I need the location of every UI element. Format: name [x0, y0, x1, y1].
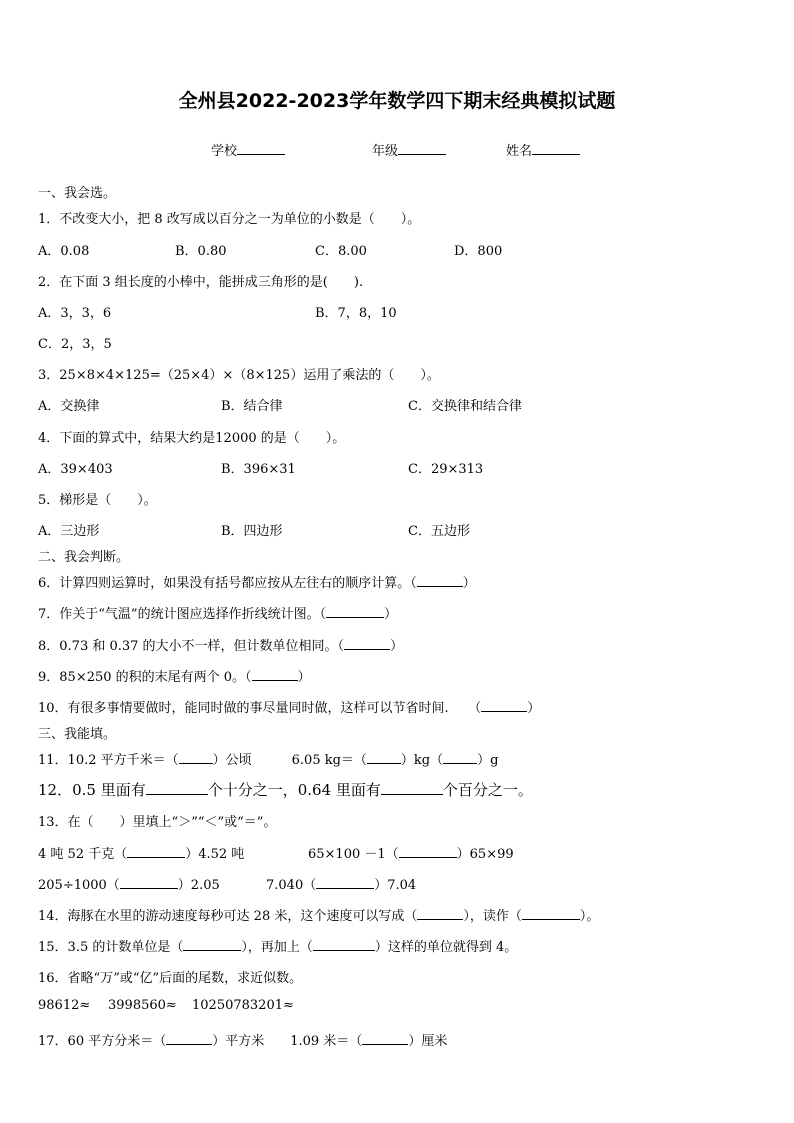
- q9-close: ）: [297, 670, 311, 685]
- question-7: [38, 603, 397, 622]
- question-13: 13．在（ ）里填上“＞”“＜”或“＝”。: [38, 815, 277, 830]
- q3-option-c[interactable]: C．交换律和结合律: [408, 399, 522, 414]
- q13-item-1-text: 4 吨 52 千克（: [38, 847, 128, 862]
- q8-text: 8．0.73 和 0.37 的大小不一样，但计数单位相同。（: [38, 639, 345, 654]
- q6-close: ）: [462, 576, 476, 591]
- question-17: [38, 1030, 447, 1049]
- question-10: [38, 697, 540, 716]
- q14-text-3: ）。: [579, 909, 600, 924]
- school-blank[interactable]: [237, 143, 285, 155]
- q13-item-3-text: 205÷1000（: [38, 878, 120, 893]
- q13-item-2-end: ）65×99: [456, 847, 514, 862]
- question-12: [38, 779, 533, 800]
- q8-answer-blank[interactable]: [344, 638, 390, 650]
- grade-label: 年级: [372, 144, 399, 159]
- q11-blank-2[interactable]: [367, 752, 401, 764]
- q11-blank-1[interactable]: [179, 752, 213, 764]
- q11-text-2: ）公顷: [212, 753, 252, 768]
- q2-option-a[interactable]: A．3，3，6: [38, 306, 112, 321]
- q16-item-b: 3998560≈: [108, 998, 177, 1013]
- grade-blank[interactable]: [398, 143, 446, 155]
- q1-option-b[interactable]: B．0.80: [175, 244, 227, 259]
- q2-option-b[interactable]: B．7，8，10: [315, 306, 397, 321]
- q11-text-4: ）kg（: [400, 753, 444, 768]
- q13-item-4: [266, 874, 416, 893]
- q5-option-c[interactable]: C．五边形: [408, 524, 470, 539]
- q14-text-2: ），读作（: [463, 909, 522, 924]
- q8-close: ）: [390, 639, 404, 654]
- q5-option-b[interactable]: B．四边形: [221, 524, 283, 539]
- question-1: 1．不改变大小，把 8 改写成以百分之一为单位的小数是（ ）。: [38, 212, 421, 227]
- q1-option-a[interactable]: A．0.08: [38, 244, 90, 259]
- q16-item-c: 10250783201≈: [192, 998, 294, 1013]
- q17-text-1: 17．60 平方分米＝（: [38, 1034, 167, 1049]
- q11-text-1: 11．10.2 平方千米＝（: [38, 753, 179, 768]
- q1-option-c[interactable]: C．8.00: [315, 244, 367, 259]
- q15-text-3: ）这样的单位就得到 4。: [374, 940, 518, 955]
- grade-field: [372, 140, 446, 159]
- q15-blank-1[interactable]: [183, 939, 241, 951]
- school-label: 学校: [211, 144, 238, 159]
- q9-text: 9．85×250 的积的末尾有两个 0。（: [38, 670, 252, 685]
- q5-option-a[interactable]: A．三边形: [38, 524, 100, 539]
- q13-blank-3[interactable]: [120, 877, 178, 889]
- q16-item-a: 98612≈: [38, 998, 91, 1013]
- q13-blank-4[interactable]: [316, 877, 374, 889]
- question-16: 16．省略“万”或“亿”后面的尾数，求近似数。: [38, 971, 303, 986]
- q17-text-4: ）厘米: [408, 1034, 448, 1049]
- q13-item-1-end: ）4.52 吨: [185, 847, 245, 862]
- q10-text: 10．有很多事情要做时，能同时做的事尽量同时做，这样可以节省时间. （: [38, 701, 482, 716]
- q2-option-c[interactable]: C．2，3，5: [38, 337, 112, 352]
- q12-blank-1[interactable]: [146, 783, 208, 795]
- q6-text: 6．计算四则运算时，如果没有括号都应按从左往右的顺序计算。（: [38, 576, 417, 591]
- q17-text-2: ）平方米: [212, 1034, 265, 1049]
- q14-text-1: 14．海豚在水里的游动速度每秒可达 28 米，这个速度可以写成（: [38, 909, 418, 924]
- q7-close: ）: [384, 607, 398, 622]
- q13-item-3: [38, 874, 220, 893]
- question-9: [38, 666, 311, 685]
- section-heading-2: 二、我会判断。: [38, 550, 130, 565]
- q14-blank-1[interactable]: [417, 908, 463, 920]
- q6-answer-blank[interactable]: [417, 575, 463, 587]
- q13-item-1: [38, 843, 244, 862]
- q13-item-4-text: 7.040（: [266, 878, 317, 893]
- name-label: 姓名: [506, 144, 533, 159]
- question-4: 4．下面的算式中，结果大约是12000 的是（ ）。: [38, 431, 346, 446]
- q4-option-a[interactable]: A．39×403: [38, 462, 113, 477]
- q17-text-3: 1.09 米＝（: [290, 1034, 363, 1049]
- school-field: [211, 140, 285, 159]
- name-blank[interactable]: [532, 143, 580, 155]
- question-3: 3．25×8×4×125=（25×4）×（8×125）运用了乘法的（ ）。: [38, 368, 440, 383]
- page-title: 全州县2022-2023学年数学四下期末经典模拟试题: [178, 90, 616, 112]
- q10-answer-blank[interactable]: [481, 700, 527, 712]
- q17-blank-1[interactable]: [166, 1033, 212, 1045]
- q11-blank-3[interactable]: [443, 752, 477, 764]
- q12-text-3: 个百分之一。: [442, 781, 533, 799]
- question-2: 2．在下面 3 组长度的小棒中，能拼成三角形的是( ).: [38, 275, 364, 290]
- q17-blank-2[interactable]: [362, 1033, 408, 1045]
- question-11: [38, 749, 498, 768]
- q13-item-3-end: ）2.05: [177, 878, 220, 893]
- section-heading-3: 三、我能填。: [38, 727, 117, 742]
- question-14: [38, 905, 599, 924]
- q13-item-2-text: 65×100 －1（: [308, 847, 399, 862]
- q4-option-c[interactable]: C．29×313: [408, 462, 484, 477]
- q12-blank-2[interactable]: [381, 783, 443, 795]
- q15-text-2: ），再加上（: [241, 940, 313, 955]
- q13-blank-2[interactable]: [399, 846, 457, 858]
- q13-blank-1[interactable]: [127, 846, 185, 858]
- name-field: [506, 140, 580, 159]
- q12-text-1: 12．0.5 里面有: [38, 781, 146, 799]
- q11-text-3: 6.05 kg＝（: [291, 753, 367, 768]
- q11-text-5: ）g: [477, 753, 499, 768]
- question-6: [38, 572, 476, 591]
- q10-close: ）: [527, 701, 541, 716]
- q3-option-b[interactable]: B．结合律: [221, 399, 283, 414]
- q1-option-d[interactable]: D．800: [454, 244, 503, 259]
- q7-text: 7．作关于“气温”的统计图应选择作折线统计图。（: [38, 607, 327, 622]
- q4-option-b[interactable]: B．396×31: [221, 462, 296, 477]
- question-5: 5．梯形是（ ）。: [38, 493, 157, 508]
- q13-item-2: [308, 843, 514, 862]
- question-15: [38, 936, 517, 955]
- q15-blank-2[interactable]: [313, 939, 375, 951]
- q9-answer-blank[interactable]: [252, 669, 298, 681]
- q13-item-4-end: ）7.04: [374, 878, 417, 893]
- question-8: [38, 635, 403, 654]
- q14-blank-2[interactable]: [522, 908, 580, 920]
- q12-text-2: 个十分之一，0.64 里面有: [207, 781, 381, 799]
- section-heading-1: 一、我会选。: [38, 186, 117, 201]
- q15-text-1: 15．3.5 的计数单位是（: [38, 940, 184, 955]
- q7-answer-blank[interactable]: [326, 606, 384, 618]
- q3-option-a[interactable]: A．交换律: [38, 399, 100, 414]
